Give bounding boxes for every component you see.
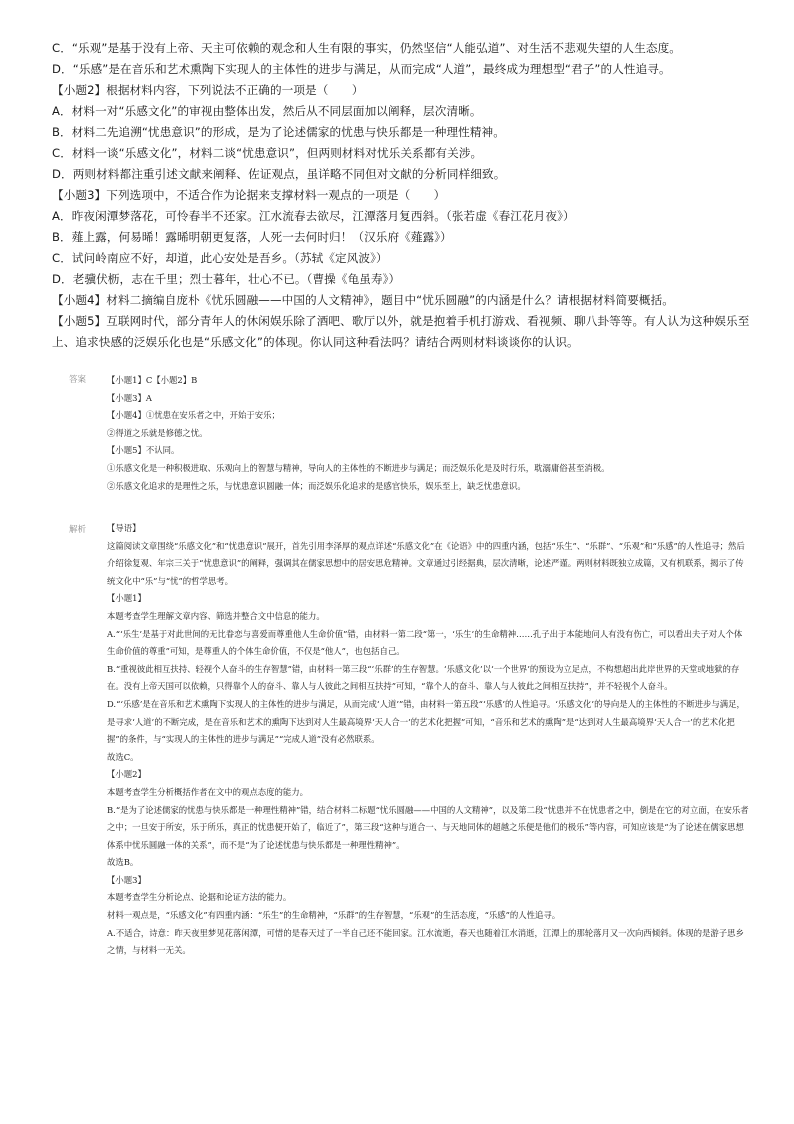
answer-label: 答案	[69, 375, 87, 385]
question-line: D．“乐感”是在音乐和艺术熏陶下实现人的主体性的进步与满足，从而完成“人道”，最终成为理想型“君子”的人性追寻。	[52, 62, 671, 76]
analysis-line: A.“‘乐生’是基于对此世间的无比眷恋与喜爱而尊重他人生命价值”错，由材料一第二段“第一，‘乐生’的生命精神……孔子出于本能地问人有没有伤亡，可以看出夫子对人个体生命价值的尊重”可知，是尊重人的个体生命价值，不仅是“他人”，也包括自己。	[107, 628, 743, 657]
answer-section	[69, 372, 749, 495]
analysis-line: 本题考查学生分析概括作者在文中的观点态度的能力。	[107, 786, 308, 797]
analysis-line: 【小题1】	[107, 593, 146, 604]
analysis-line: 本题考查学生分析论点、论据和论证方法的能力。	[107, 892, 292, 903]
question-line: B．薤上露，何易晞！露晞明朝更复落，人死一去何时归！（汉乐府《薤露》）	[52, 230, 452, 244]
analysis-label: 解析	[69, 525, 87, 535]
answer-line: ②得道之乐就是修德之忧。	[107, 427, 208, 438]
analysis-line: 材料一观点是，“乐感文化”有四重内涵：“乐生”的生命精神，“乐群”的生存智慧，“乐观”的生活态度，“乐感”的人性追寻。	[107, 910, 561, 921]
question-line: C．“乐观”是基于没有上帝、天主可依赖的观念和人生有限的事实，仍然坚信“人能弘道”、对生活不悲观失望的人生态度。	[52, 41, 682, 55]
analysis-line: 故选C。	[107, 751, 139, 762]
analysis-line: 这篇阅读文章围绕“乐感文化”和“忧患意识”展开，首先引用李泽厚的观点详述“乐感文化”在《论语》中的四重内涵，包括“乐生”、“乐群”、“乐观”和“乐感”的人性追寻；然后介绍徐复观、年宗三关于“忧患意识”的阐释，强调其在儒家思想中的居安思危精神。文章通过引经据典，层次清晰，论述严谨。两则材料既独立成篇，又有机联系，揭示了传统文化中“乐”与“忧”的哲学思考。	[107, 540, 745, 586]
question-line: 【小题2】根据材料内容，下列说法不正确的一项是（ ）	[52, 83, 364, 97]
question-line: C．材料一谈“乐感文化”，材料二谈“忧患意识”，但两则材料对忧乐关系都有关涉。	[52, 146, 483, 160]
answer-line: 【小题4】①忧患在安乐者之中，开始于安乐；	[107, 410, 280, 421]
question-line: A．昨夜闲潭梦落花，可怜春半不还家。江水流春去欲尽，江潭落月复西斜。（张若虚《春江花月夜》）	[52, 209, 575, 223]
question-line: D．老骥伏枥，志在千里；烈士暮年，壮心不已。（曹操《龟虽寿》）	[52, 272, 401, 286]
question-section	[52, 38, 752, 353]
analysis-line: B.“重视彼此相互扶持、轻视个人奋斗的生存智慧”错，由材料一第三段“‘乐群’的生存智慧。‘乐感文化’以‘一个世界’的预设为立足点，不构想超出此岸世界的天堂或地狱的存在。没有上帝天国可以依赖，只得靠个人的奋斗、靠人与人彼此之间相互扶持”可知，“靠个人的奋斗、靠人与人彼此之间相互扶持”，并不轻视个人奋斗。	[107, 663, 740, 692]
analysis-line: D.“‘乐感’是在音乐和艺术熏陶下实现人的主体性的进步与满足，从而完成‘人道’”错，由材料一第五段“‘乐感’的人性追寻。‘乐感文化’的导向是人的主体性的不断进步与满足，是寻求‘人道’的不断完成，是在音乐和艺术的熏陶下达到对人生最高境界‘天人合一’的艺术化把握”可知，“音乐和艺术的熏陶”是“达到对人生最高境界‘天人合一’的艺术化把握”的条件，与“实现人的主体性的进步与满足”“完成人道”没有必然联系。	[107, 698, 745, 745]
question-line: A．材料一对“乐感文化”的审视由整体出发，然后从不同层面加以阐释，层次清晰。	[52, 104, 482, 118]
answer-line: ②乐感文化追求的是理性之乐，与忧患意识圆融一体；而泛娱乐化追求的是感官快乐，娱乐至上，缺乏忧患意识。	[107, 480, 526, 491]
analysis-line: 【导语】	[107, 523, 141, 533]
answer-line: 【小题3】A	[107, 392, 152, 403]
analysis-section	[69, 520, 749, 960]
analysis-line: A.不适合，诗意：昨天夜里梦见花落闲潭，可惜的是春天过了一半自己还不能回家。江水流逝，春天也随着江水消逝，江潭上的那轮落月又一次向西倾斜。体现的是游子思乡之情，与材料一无关。	[107, 927, 744, 956]
analysis-line: 【小题3】	[107, 874, 146, 885]
answer-line: ①乐感文化是一种积极进取、乐观向上的智慧与精神，导向人的主体性的不断进步与满足；而泛娱乐化是及时行乐，耽溺庸俗甚至消极。	[107, 462, 610, 473]
analysis-body	[107, 520, 749, 960]
analysis-line: B.“是为了论述儒家的忧患与快乐都是一种理性精神”错，结合材料二标题“忧乐圆融——中国的人文精神”，以及第二段“忧患并不在忧患者之中，倒是在它的对立面，在安乐者之中；一旦安于所安，乐于所乐，真正的忧患便开始了，临近了”，第三段“这种与道合一、与天地同体的超越之乐便是他们的极乐”等内容，可知应该是“为了论述在儒家思想体系中忧乐圆融一体的关系”，而不是“为了论述忧患与快乐都是一种理性精神”。	[107, 804, 749, 850]
question-line: C．试问岭南应不好，却道，此心安处是吾乡。（苏轼《定风波》）	[52, 251, 388, 265]
analysis-line: 本题考查学生理解文章内容、筛选并整合文中信息的能力。	[107, 610, 325, 621]
question-line: D．两则材料都注重引述文献来阐释、佐证观点，虽详略不同但对文献的分析同样细致。	[52, 167, 506, 181]
analysis-line: 故选B。	[107, 857, 139, 868]
question-line: 【小题3】下列选项中，不适合作为论据来支撑材料一观点的一项是（ ）	[52, 188, 446, 202]
question-line: 【小题4】材料二摘编自庞朴《忧乐圆融——中国的人文精神》，题目中“忧乐圆融”的内涵是什么？请根据材料简要概括。	[52, 293, 674, 307]
answer-body	[107, 372, 749, 495]
question-line: 【小题5】互联网时代，部分青年人的休闲娱乐除了酒吧、歌厅以外，就是抱着手机打游戏、看视频、聊八卦等等。有人认为这种娱乐至上、追求快感的泛娱乐化也是“乐感文化”的体现。你认同这种看法吗？请结合两则材料谈谈你的认识。	[52, 314, 750, 349]
question-line: B．材料二先追溯“忧患意识”的形成，是为了论述儒家的忧患与快乐都是一种理性精神。	[52, 125, 505, 139]
answer-line: 【小题1】C【小题2】B	[107, 375, 198, 385]
analysis-line: 【小题2】	[107, 769, 146, 780]
answer-line: 【小题5】不认同。	[107, 445, 180, 456]
